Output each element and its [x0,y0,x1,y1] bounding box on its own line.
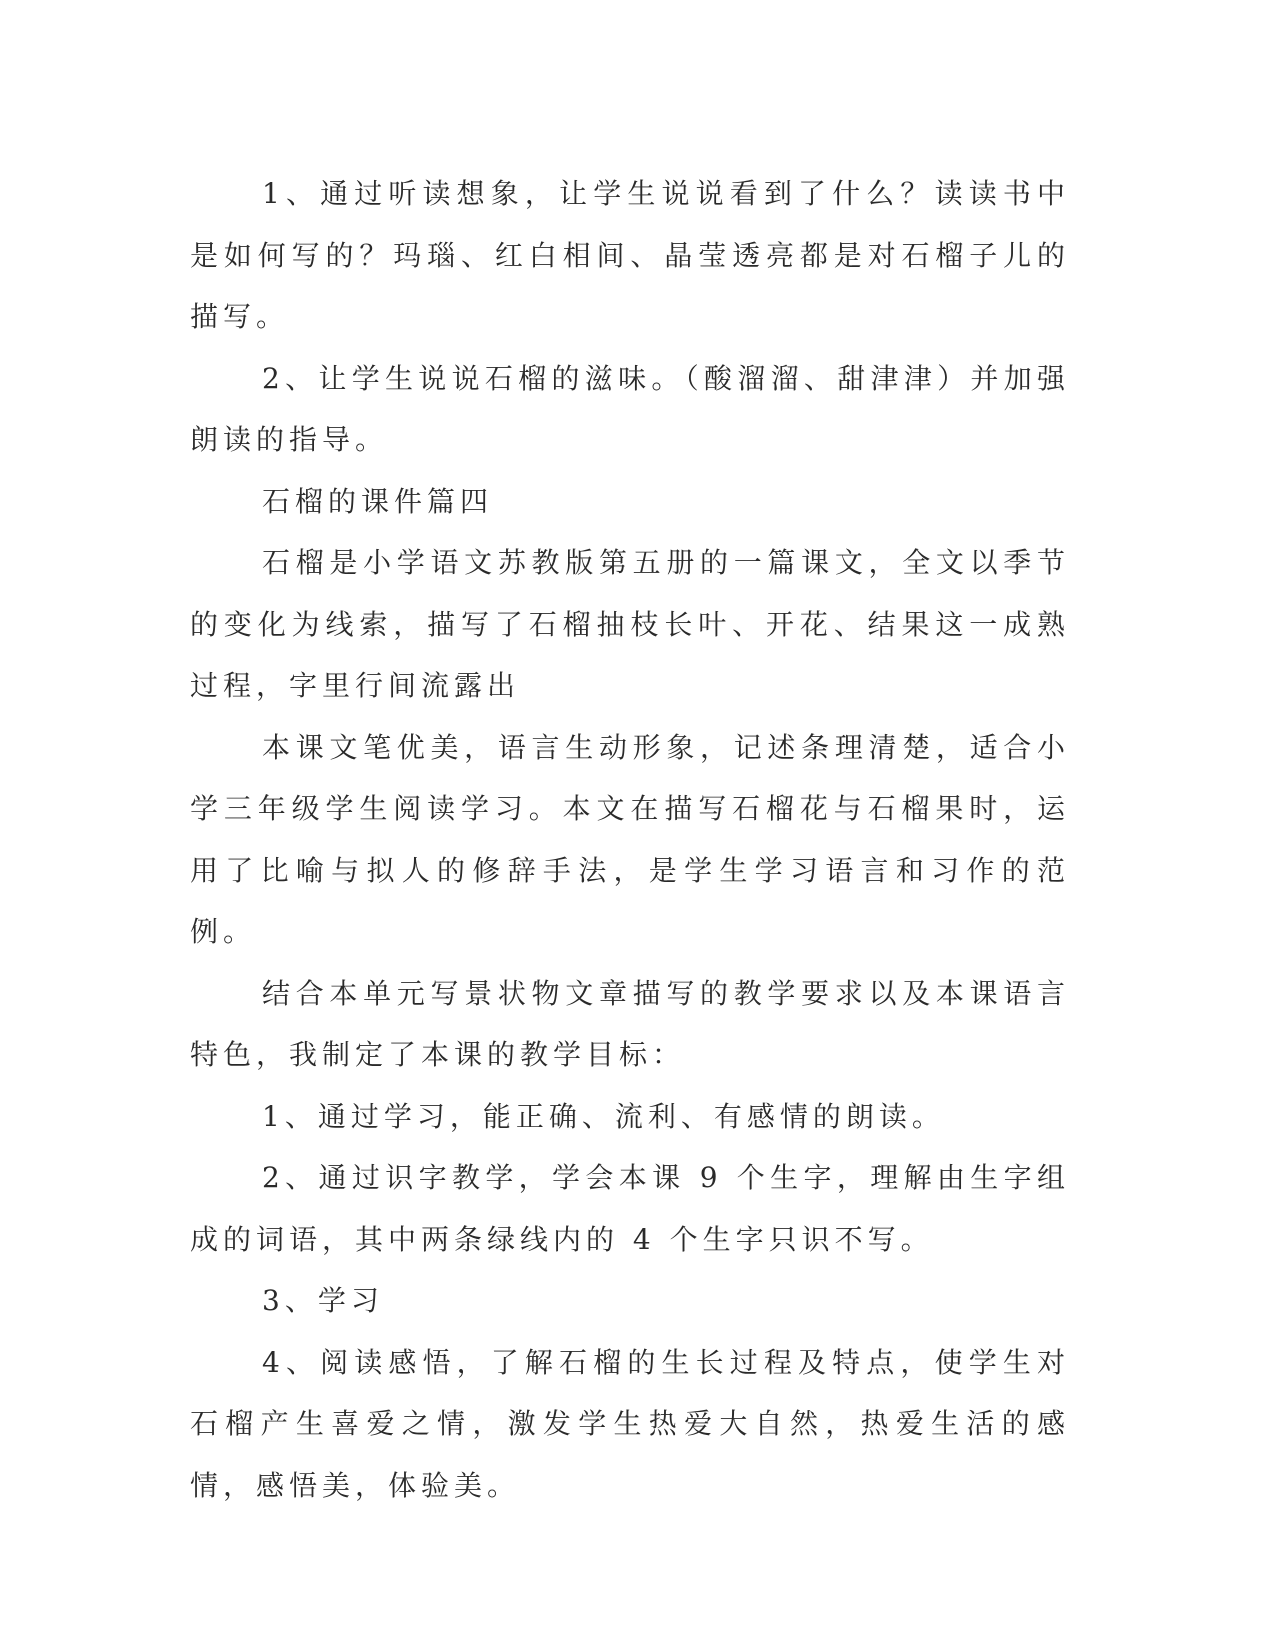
paragraph-listen-imagine: 1、通过听读想象，让学生说说看到了什么？读读书中是如何写的？玛瑙、红白相间、晶莹透亮都是对石榴子儿的描写。 [190,177,1070,333]
goal-item-4: 4、阅读感悟，了解石榴的生长过程及特点，使学生对石榴产生喜爱之情，激发学生热爱大自然，热爱生活的感情，感悟美，体验美。 [190,1345,1070,1502]
paragraph-intro: 石榴是小学语文苏教版第五册的一篇课文，全文以季节的变化为线索，描写了石榴抽枝长叶、开花、结果这一成熟过程，字里行间流露出 [190,546,1070,702]
paragraph-style: 本课文笔优美，语言生动形象，记述条理清楚，适合小学三年级学生阅读学习。本文在描写石榴花与石榴果时，运用了比喻与拟人的修辞手法，是学生学习语言和习作的范例。 [190,730,1070,948]
paragraph-taste: 2、让学生说说石榴的滋味。（酸溜溜、甜津津）并加强朗读的指导。 [190,361,1070,456]
goal-item-3: 3、学习 [262,1284,384,1317]
paragraph-goals-intro: 结合本单元写景状物文章描写的教学要求以及本课语言特色，我制定了本课的教学目标： [190,976,1070,1071]
section-heading: 石榴的课件篇四 [262,484,494,518]
document-body [190,163,1070,1516]
goal-item-2: 2、通过识字教学，学会本课 9 个生字，理解由生字组成的词语，其中两条绿线内的 4 个生字只识不写。 [190,1161,1070,1256]
goal-item-1: 1、通过学习，能正确、流利、有感情的朗读。 [262,1099,945,1133]
